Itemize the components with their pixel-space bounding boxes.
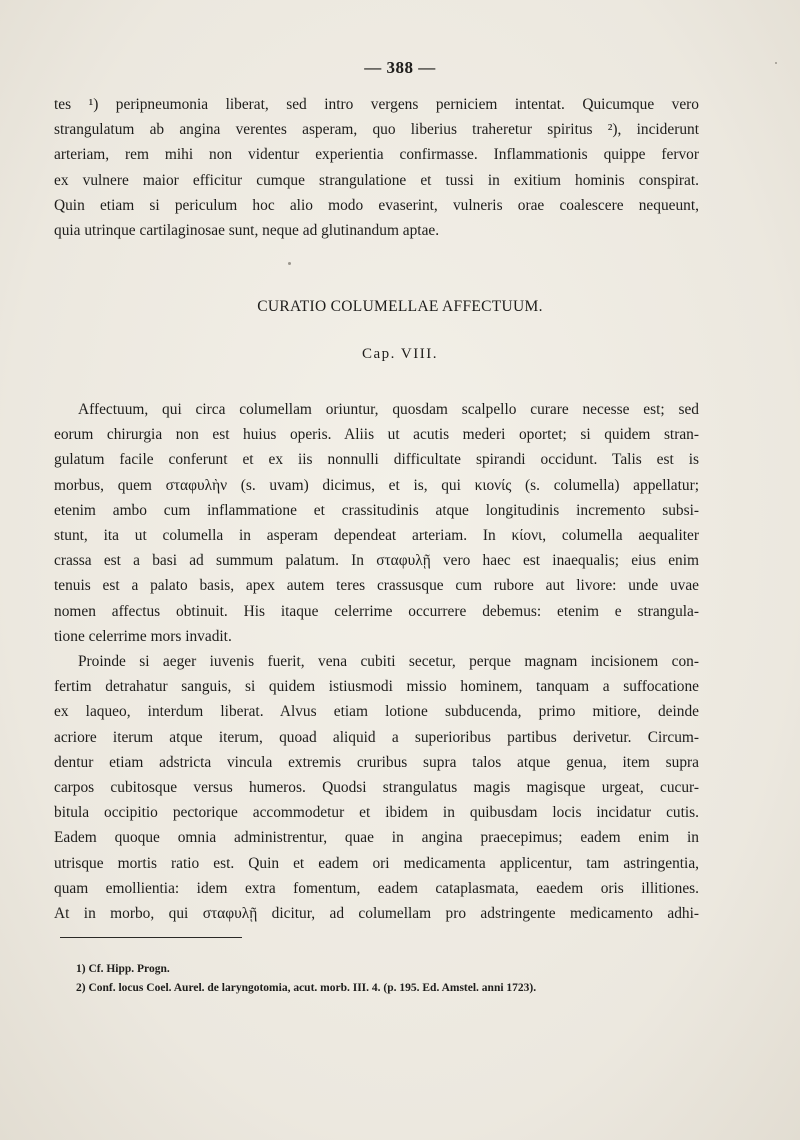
text-line: arteriam, rem mihi non videntur experientia confirmasse. Inflammationis quippe fervor <box>54 146 699 164</box>
text-line: strangulatum ab angina verentes asperam, quo liberius traheretur spiritus ²), inciderunt <box>54 121 699 139</box>
text-line: etenim ambo cum inflammatione et crassitudinis atque longitudinis incremento subsi- <box>54 501 699 519</box>
text-line: tenuis est a palato basis, apex autem teres crassusque cum rubore aut livore: unde uvae <box>54 577 699 595</box>
text-line: Affectuum, qui circa columellam oriuntur, quosdam scalpello curare necesse est; sed <box>78 401 699 418</box>
text-line: Proinde si aeger iuvenis fuerit, vena cubiti secetur, perque magnam incisionem con- <box>78 653 699 670</box>
text-line: fertim detrahatur sanguis, si quidem istiusmodi missio hominem, tanquam a suffocatione <box>54 678 699 696</box>
paragraph-2 <box>54 397 699 649</box>
text-line: Eadem quoque omnia administrentur, quae in angina praecepimus; eadem enim in <box>54 829 699 847</box>
paper-speck <box>775 62 777 64</box>
text-line: nomen affectus obtinuit. His itaque celerrime occurrere debemus: etenim e strangula- <box>54 602 699 620</box>
text-line: eorum chirurgia non est huius operis. Aliis ut acutis mederi oportet; si quidem stran- <box>54 426 699 444</box>
text-line: stunt, ita ut columella in asperam dependeat arteriam. In κίονι, columella aequaliter <box>54 526 699 544</box>
text-line: dentur etiam adstricta vincula extremis cruribus supra talos atque genua, item supra <box>54 753 699 771</box>
footnote-2: 2) Conf. locus Coel. Aurel. de laryngotomia, acut. morb. III. 4. (p. 195. Ed. Amstel. anni 1723). <box>76 982 537 994</box>
text-line: ex laqueo, interdum liberat. Alvus etiam lotione subducenda, primo mitiore, deinde <box>54 703 699 721</box>
text-line: bitula occipitio pectorique accommodetur et ibidem in quibusdam locis incidatur cutis. <box>54 804 699 822</box>
chapter-title: Cap. VIII. <box>362 346 438 362</box>
text-line: morbus, quem σταφυλὴν (s. uvam) dicimus, et is, qui κιονίς (s. columella) appellatur; <box>54 476 699 494</box>
paper-speck <box>288 262 291 265</box>
text-line: At in morbo, qui σταφυλῇ dicitur, ad columellam pro adstringente medicamento adhi- <box>54 904 699 922</box>
text-line: crassa est a basi ad summum palatum. In σταφυλῇ vero haec est inaequalis; eius enim <box>54 552 699 570</box>
text-line: utrisque mortis ratio est. Quin et eadem ori medicamenta applicentur, tam astringentia, <box>54 854 699 872</box>
page-number: — 388 — <box>364 58 436 77</box>
paragraph-1 <box>54 92 699 243</box>
text-line: acriore iterum atque iterum, quoad aliquid a superioribus partibus derivetur. Circum- <box>54 728 699 746</box>
text-line: quia utrinque cartilaginosae sunt, neque ad glutinandum aptae. <box>54 221 440 239</box>
text-line: carpos cubitosque versus humeros. Quodsi strangulatus magis magisque urgeat, cucur- <box>54 778 699 796</box>
text-line: gulatum facile conferunt et ex iis nonnulli difficultate spirandi occidunt. Talis est is <box>54 451 699 469</box>
text-line: tes ¹) peripneumonia liberat, sed intro vergens perniciem intentat. Quicumque vero <box>54 96 699 113</box>
footnote-1: 1) Cf. Hipp. Progn. <box>76 963 170 975</box>
footnotes <box>76 960 536 998</box>
text-line: tione celerrime mors invadit. <box>54 627 232 645</box>
paragraph-3 <box>54 649 699 926</box>
text-line: quam emollientia: idem extra fomentum, eadem cataplasmata, eaedem oris illitiones. <box>54 879 699 897</box>
text-line: ex vulnere maior efficitur cumque strangulatione et tussi in exitium hominis conspirat. <box>54 171 699 189</box>
footnote-divider <box>60 937 242 938</box>
section-title: CURATIO COLUMELLAE AFFECTUUM. <box>257 298 543 315</box>
text-line: Quin etiam si periculum hoc alio modo evaserint, vulneris orae coalescere nequeunt, <box>54 196 699 214</box>
